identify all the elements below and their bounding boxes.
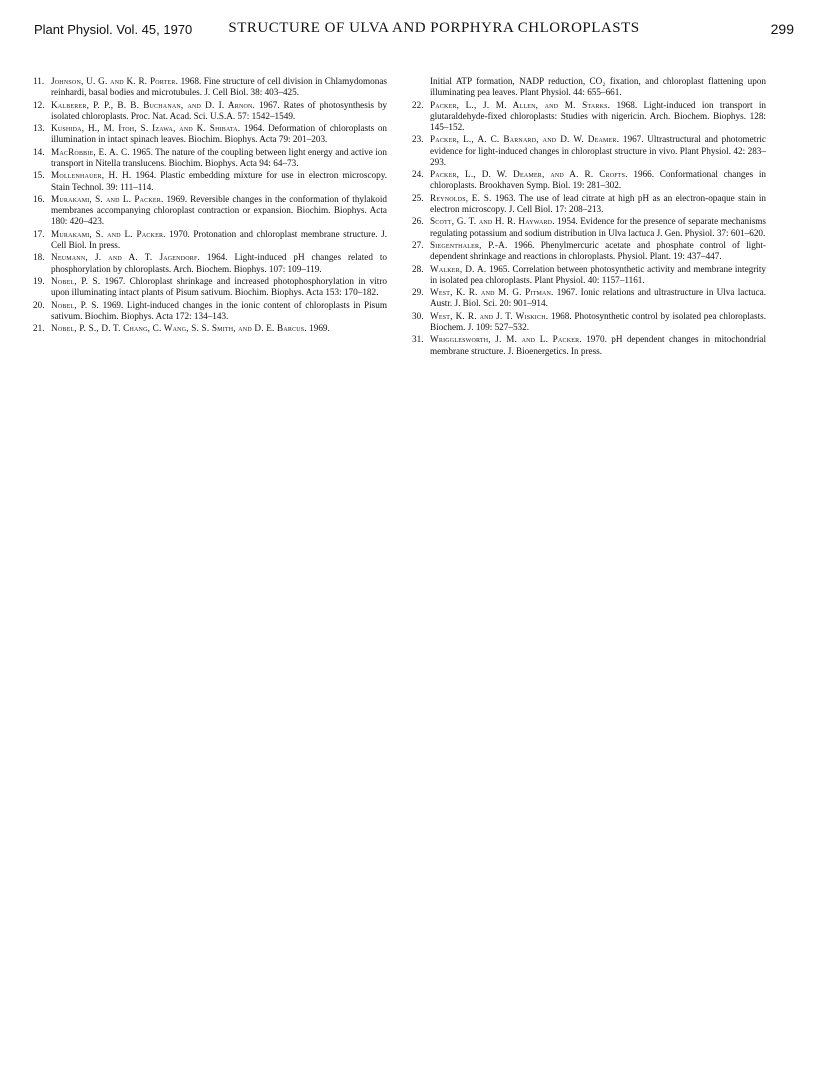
reference-number: 26.: [412, 216, 424, 227]
reference-text: 1969. Light-induced changes in the ionic content of chloroplasts in Pisum sativum. Biochim. Biophys. Acta 172: 134–143.: [51, 299, 387, 321]
reference-text: 1954. Evidence for the presence of separate mechanisms regulating potassium and sodium distribution in Ulva lactuca J. Gen. Physiol. 37: 601–620.: [430, 216, 766, 238]
reference-number: 27.: [412, 239, 424, 250]
reference-item: [412, 134, 766, 168]
reference-authors: Nobel, P. S., D. T. Chang, C. Wang, S. S. Smith, and D. E. Barcus.: [51, 323, 307, 334]
reference-number: 15.: [33, 170, 45, 181]
page-number: 299: [770, 21, 794, 37]
reference-authors: Walker, D. A.: [430, 263, 487, 274]
reference-number: 30.: [412, 310, 424, 321]
reference-number: 24.: [412, 169, 424, 180]
reference-authors: Murakami, S. and L. Packer.: [51, 193, 164, 204]
reference-number: 13.: [33, 123, 45, 134]
reference-item: [33, 76, 387, 98]
reference-authors: Nobel, P. S.: [51, 299, 100, 310]
reference-authors: Packer, L., D. W. Deamer, and A. R. Crofts.: [430, 169, 628, 180]
reference-number: 12.: [33, 99, 45, 110]
reference-authors: Wrigglesworth, J. M. and L. Packer.: [430, 334, 582, 345]
reference-authors: Kushida, H., M. Itoh, S. Izawa, and K. Shibata.: [51, 123, 241, 134]
reference-number: 16.: [33, 193, 45, 204]
reference-text: 1966. Conformational changes in chloroplasts. Brookhaven Symp. Biol. 19: 281–302.: [430, 169, 766, 191]
reference-continuation: Initial ATP formation, NADP reduction, CO₂ fixation, and chloroplast flattening upon illuminating pea leaves. Plant Physiol. 44: 655–661.: [430, 76, 766, 98]
reference-item: [412, 264, 766, 286]
reference-item: [412, 311, 766, 333]
reference-item: [33, 147, 387, 169]
reference-number: 11.: [33, 76, 45, 86]
reference-item: [33, 300, 387, 322]
reference-item: [412, 334, 766, 356]
reference-item: [33, 194, 387, 228]
reference-number: 22.: [412, 99, 424, 110]
reference-item: [33, 323, 387, 334]
reference-authors: Nobel, P. S.: [51, 275, 101, 286]
reference-text: 1970. pH dependent changes in mitochondrial membrane structure. J. Bioenergetics. In press.: [430, 334, 766, 356]
reference-authors: Packer, L., A. C. Barnard, and D. W. Deamer.: [430, 134, 620, 145]
reference-number: 17.: [33, 228, 45, 239]
reference-authors: Reynolds, E. S.: [430, 192, 492, 203]
journal-citation: Plant Physiol. Vol. 45, 1970: [34, 22, 193, 37]
reference-item: [33, 276, 387, 298]
reference-number: 25.: [412, 192, 424, 203]
reference-item: [33, 123, 387, 145]
reference-text: 1968. Fine structure of cell division in Chlamydomonas reinhardi, basal bodies and microtubules. J. Cell Biol. 38: 403–425.: [51, 76, 387, 98]
running-title: STRUCTURE OF ULVA AND PORPHYRA CHLOROPLASTS: [228, 20, 640, 36]
reference-text: 1967. Chloroplast shrinkage and increased photophosphorylation in vitro upon illuminating intact plants of Pisum sativum. Biochim. Biophys. Acta 153: 170–182.: [51, 275, 388, 298]
reference-authors: Johnson, U. G. and K. R. Porter.: [51, 76, 179, 86]
reference-text: 1964. Plastic embedding mixture for use in electron microscopy. Stain Technol. 39: 111–114.: [51, 170, 388, 192]
reference-authors: Murakami, S. and L. Packer.: [51, 228, 166, 239]
references-left-column: [33, 76, 387, 336]
reference-authors: Kalberer, P. P., B. B. Buchanan, and D. I. Arnon.: [51, 99, 256, 110]
reference-number: 21.: [33, 323, 45, 334]
reference-item: [412, 287, 766, 309]
reference-number: 31.: [412, 334, 424, 345]
reference-text: 1967. Ultrastructural and photometric evidence for light-induced changes in chloroplast structure in vivo. Plant Physiol. 42: 283–293.: [430, 134, 767, 167]
reference-authors: West, K. R. and M. G. Pitman.: [430, 287, 554, 298]
reference-item: [412, 240, 766, 262]
reference-number: 29.: [412, 287, 424, 298]
reference-text: 1969.: [309, 323, 330, 334]
reference-item: [412, 169, 766, 191]
reference-text: 1964. Light-induced pH changes related to phosphorylation by chloroplasts. Arch. Biochem. Biophys. 107: 109–119.: [51, 252, 387, 274]
references-right-column: [412, 76, 766, 358]
reference-text: 1968. Photosynthetic control by isolated pea chloroplasts. Biochem. J. 109: 527–532.: [430, 310, 766, 332]
reference-text: 1970. Protonation and chloroplast membrane structure. J. Cell Biol. In press.: [51, 228, 387, 250]
reference-text: 1967. Rates of photosynthesis by isolated chloroplasts. Proc. Nat. Acad. Sci. U.S.A. 57: 1542–1549.: [51, 99, 388, 121]
running-header: [34, 20, 794, 40]
reference-text: 1969. Reversible changes in the conformation of thylakoid membranes accompanying chloroplast contraction or expansion. Biochim. Biophys. Acta 180: 420–423.: [51, 193, 387, 227]
reference-number: 28.: [412, 263, 424, 274]
reference-text: 1965. Correlation between photosynthetic activity and membrane integrity in isolated pea chloroplasts. Plant Physiol. 40: 1157–1161.: [430, 263, 766, 285]
reference-authors: Mollenhauer, H. H.: [51, 170, 132, 181]
reference-text: 1964. Deformation of chloroplasts on illumination in intact spinach leaves. Biochim. Biophys. Acta 79: 201–203.: [51, 123, 388, 145]
reference-item: [33, 252, 387, 274]
reference-number: 18.: [33, 252, 45, 263]
reference-text: 1968. Light-induced ion transport in glutaraldehyde-fixed chloroplasts: Studies with nigericin. Arch. Biochem. Biophys. 128: 145–152.: [430, 99, 767, 132]
reference-number: 23.: [412, 134, 424, 145]
reference-number: 20.: [33, 299, 45, 310]
reference-authors: Siegenthaler, P.-A.: [430, 239, 508, 250]
reference-text: 1963. The use of lead citrate at high pH as an electron-opaque stain in electron microscopy. J. Cell Biol. 17: 208–213.: [430, 192, 767, 214]
reference-item: [33, 170, 387, 192]
reference-authors: MacRobbie, E. A. C.: [51, 146, 130, 157]
reference-authors: West, K. R. and J. T. Wiskich.: [430, 310, 549, 321]
reference-number: 14.: [33, 146, 45, 157]
reference-item: [33, 229, 387, 251]
reference-text: 1965. The nature of the coupling between light energy and active ion transport in Nitella translucens. Biochim. Biophys. Acta 94: 64–73.: [51, 146, 387, 168]
reference-authors: Neumann, J. and A. T. Jagendorf.: [51, 252, 200, 263]
reference-item: [412, 100, 766, 134]
reference-item: [412, 193, 766, 215]
reference-item: [412, 216, 766, 238]
reference-text: 1966. Phenylmercuric acetate and phosphate control of light-dependent shrinkage and reactions in chloroplasts. Physiol. Plant. 19: 437–447.: [430, 239, 766, 262]
reference-authors: Packer, L., J. M. Allen, and M. Starks.: [430, 99, 611, 110]
reference-number: 19.: [33, 275, 45, 286]
reference-text: 1967. Ionic relations and ultrastructure in Ulva lactuca. Austr. J. Biol. Sci. 20: 901–914.: [430, 287, 767, 309]
reference-authors: Scott, G. T. and H. R. Hayward.: [430, 216, 555, 227]
reference-item: [33, 100, 387, 122]
